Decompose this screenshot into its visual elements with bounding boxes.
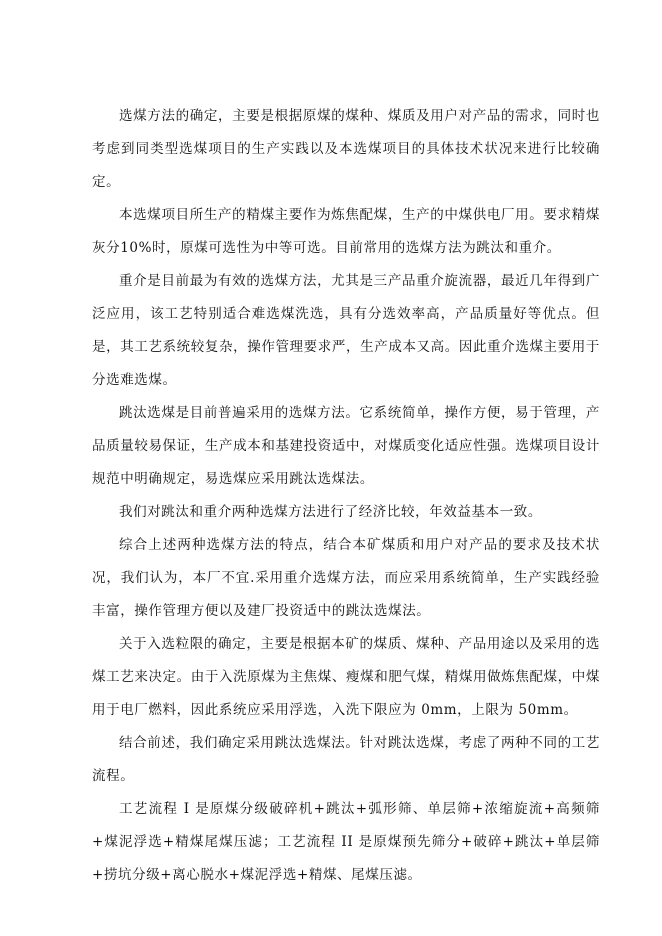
paragraph-dense-medium: 重介是目前最为有效的选煤方法，尤其是三产品重介旋流器，最近几年得到广泛应用，该工艺特别适合难选煤洗选，具有分选效率高，产品质量好等优点。但是，其工艺系统较复杂，操作管理要求严，生产成本又高。因此重介选煤主要用于分选难选煤。 <box>92 273 600 388</box>
paragraph-method-selection: 选煤方法的确定，主要是根据原煤的煤种、煤质及用户对产品的需求，同时也考虑到同类型选煤项目的生产实践以及本选煤项目的具体技术状况来进行比较确定。 <box>92 108 600 190</box>
paragraph-process-flows: 工艺流程 I 是原煤分级破碎机+跳汰+弧形筛、单层筛+浓缩旋流+高频筛+煤泥浮选+精煤尾煤压滤；工艺流程 II 是原煤预先筛分+破碎+跳汰+单层筛+捞坑分级+离心脱水+煤泥浮选+精煤、尾煤压滤。 <box>92 801 600 883</box>
paragraph-conclusion: 综合上述两种选煤方法的特点，结合本矿煤质和用户对产品的要求及技术状况，我们认为，本厂不宜.采用重介选煤方法，而应采用系统简单，生产实践经验丰富，操作管理方便以及建厂投资适中的跳汰选煤法。 <box>92 537 600 619</box>
paragraph-jigging: 跳汰选煤是目前普遍采用的选煤方法。它系统简单，操作方便，易于管理，产品质量较易保证，生产成本和基建投资适中，对煤质变化适应性强。选煤项目设计规范中明确规定，易选煤应采用跳汰选煤法。 <box>92 405 600 487</box>
paragraph-process-intro: 结合前述，我们确定采用跳汰选煤法。针对跳汰选煤，考虑了两种不同的工艺流程。 <box>92 735 600 784</box>
paragraph-product-requirements: 本选煤项目所生产的精煤主要作为炼焦配煤，生产的中煤供电厂用。要求精煤灰分10%时，原煤可选性为中等可选。目前常用的选煤方法为跳汰和重介。 <box>92 207 600 256</box>
paragraph-particle-size: 关于入选粒限的确定，主要是根据本矿的煤质、煤种、产品用途以及采用的选煤工艺来决定。由于入洗原煤为主焦煤、瘦煤和肥气煤，精煤用做炼焦配煤，中煤用于电厂燃料，因此系统应采用浮选，入洗下限应为 0mm，上限为 50mm。 <box>92 636 600 718</box>
body-text <box>92 100 600 892</box>
paragraph-economic-comparison: 我们对跳汰和重介两种选煤方法进行了经济比较，年效益基本一致。 <box>119 504 542 520</box>
